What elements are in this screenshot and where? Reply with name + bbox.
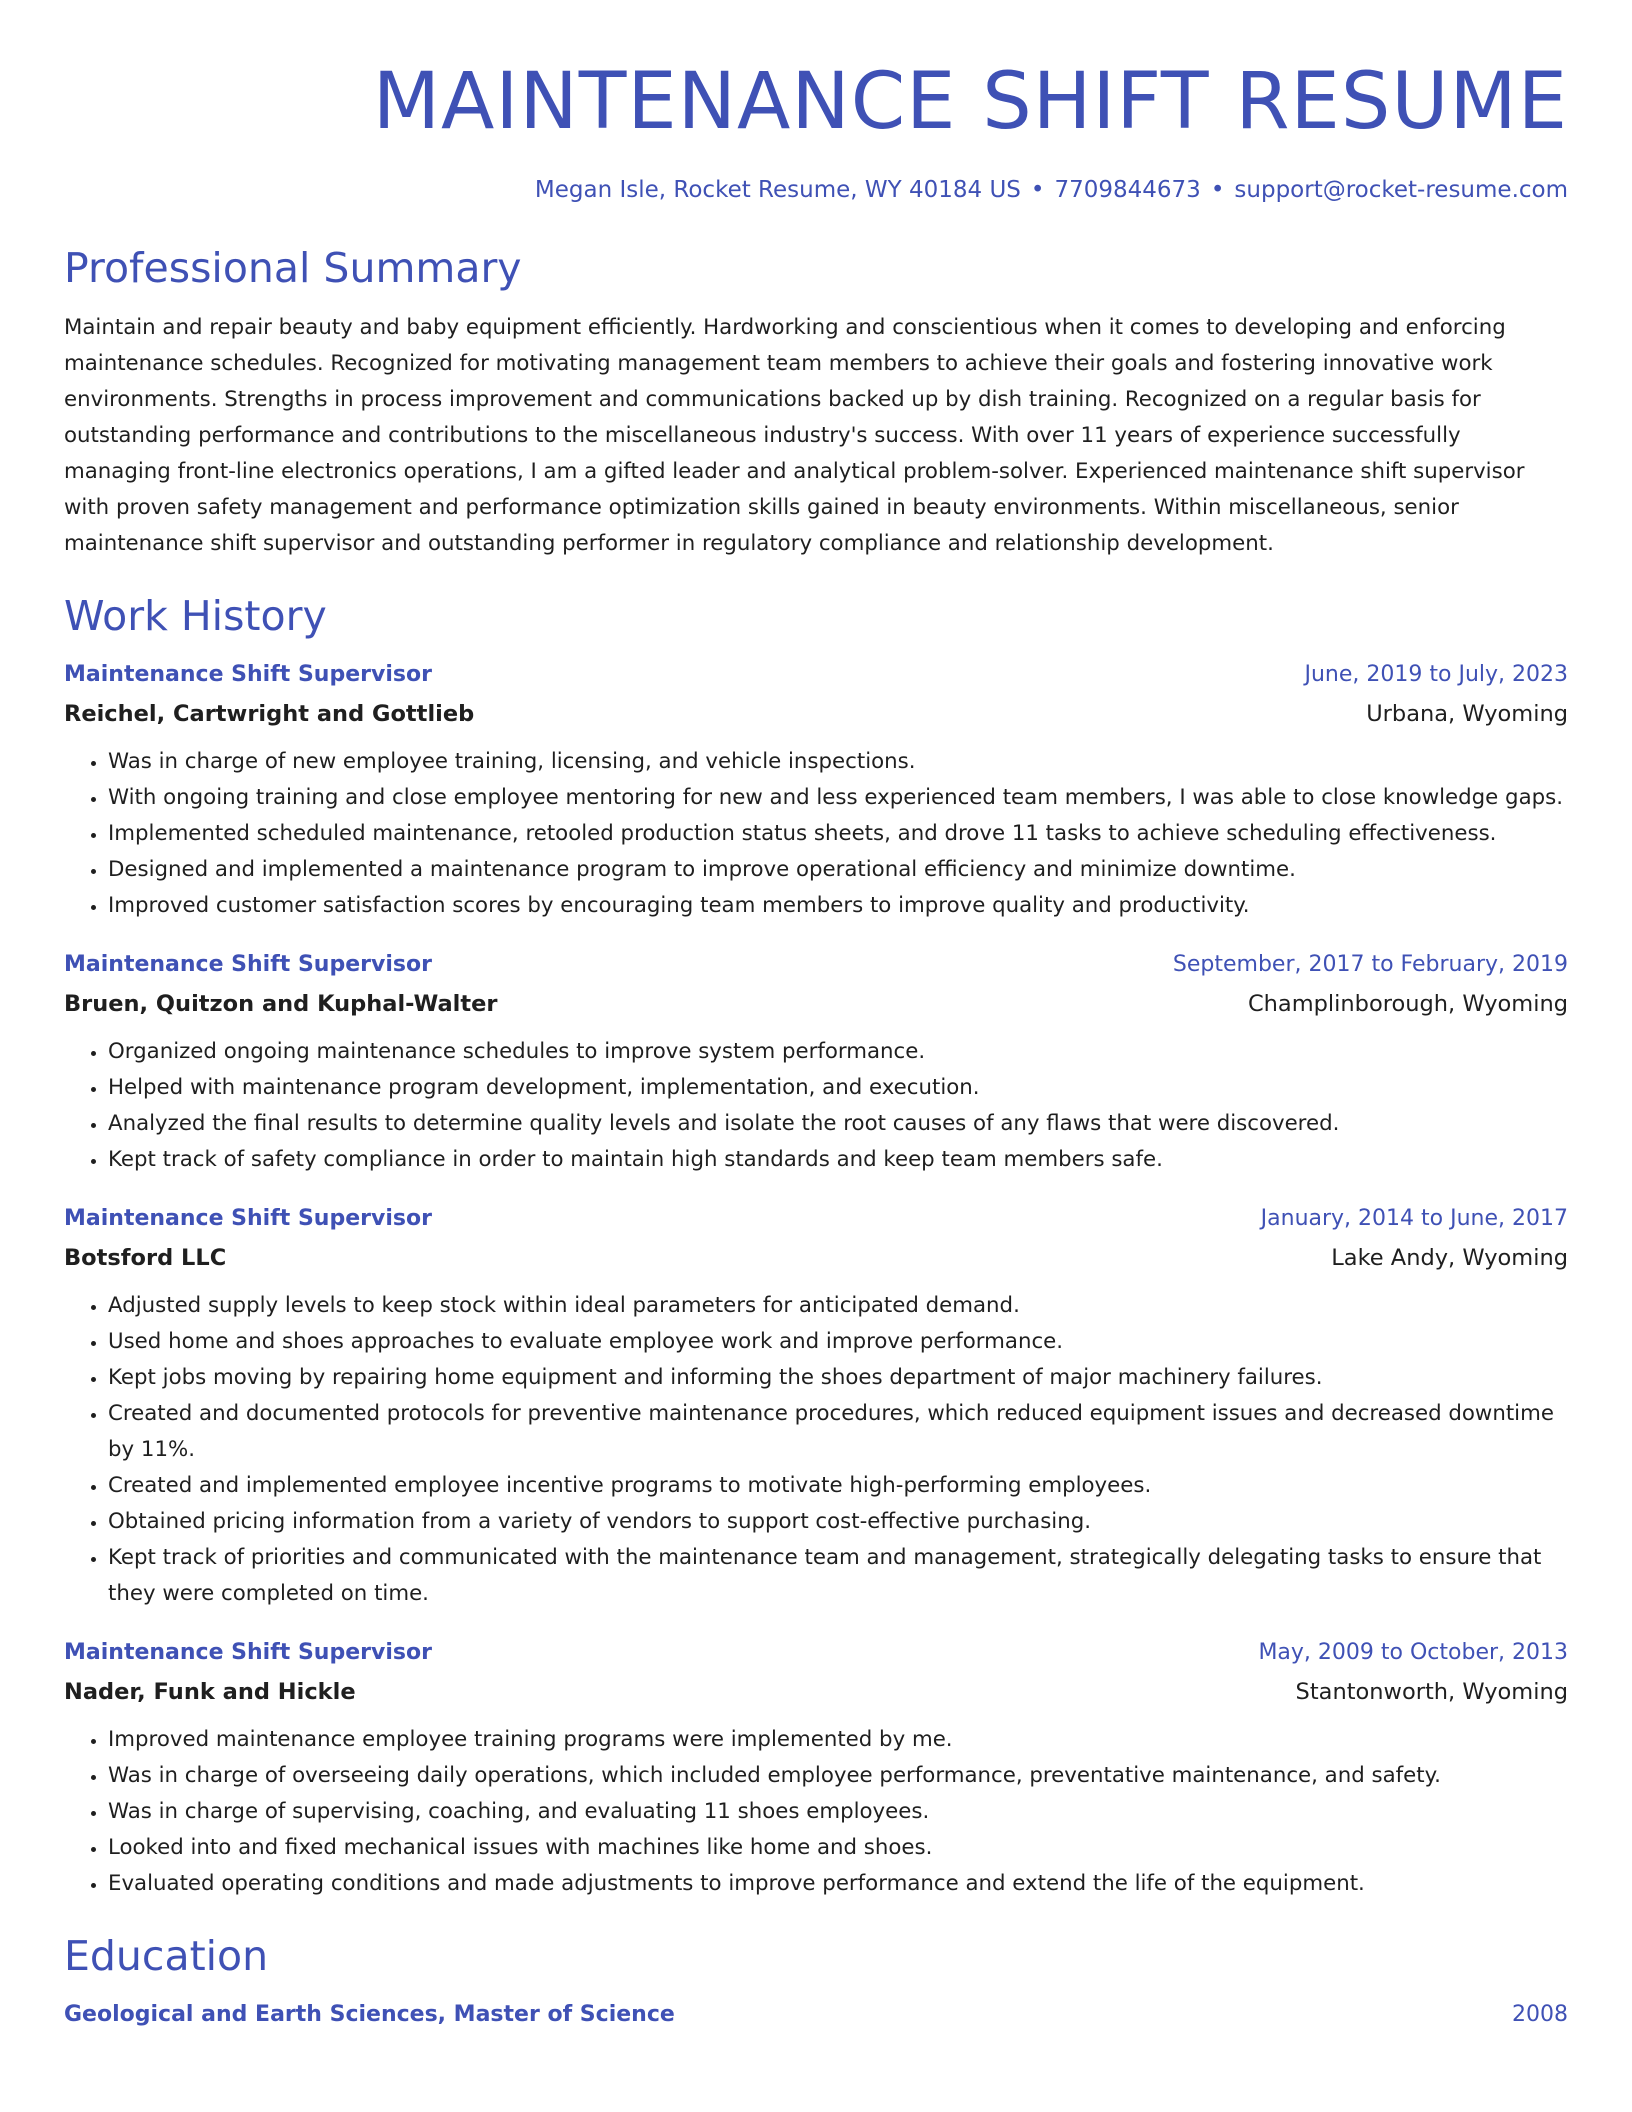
job-bullet: • Kept jobs moving by repairing home equipment and informing the shoes department of major machinery failures. xyxy=(108,1360,1568,1396)
summary-text: Maintain and repair beauty and baby equipment efficiently. Hardworking and conscientious when it comes to developing and enforcing maintenance schedules. Recognized for motivating management team members to achieve their goals and fostering innovative work environments. Strengths in process improvement and communications backed up by dish training. Recognized on a regular basis for outstanding performance and contributions to the miscellaneous industry's success. With over 11 years of experience successfully managing front-line electronics operations, I am a gifted leader and analytical problem-solver. Experienced maintenance shift supervisor with proven safety management and performance optimization skills gained in beauty environments. Within miscellaneous, senior maintenance shift supervisor and outstanding performer in regulatory compliance and relationship development. xyxy=(64,315,1525,556)
job-location: Champlinborough, Wyoming xyxy=(1247,991,1568,1017)
job-bullets xyxy=(64,744,1568,924)
job-title: Maintenance Shift Supervisor xyxy=(64,1206,432,1231)
job-bullet: • Obtained pricing information from a variety of vendors to support cost-effective purchasing. xyxy=(108,1504,1568,1540)
job-bullet: • Was in charge of supervising, coaching, and evaluating 11 shoes employees. xyxy=(108,1794,1568,1830)
summary-section xyxy=(64,240,1568,562)
job-location: Urbana, Wyoming xyxy=(1366,701,1568,727)
contact-separator: • xyxy=(1030,177,1045,203)
job-company: Nader, Funk and Hickle xyxy=(64,1679,356,1705)
job-bullet: • Kept track of priorities and communicated with the maintenance team and management, strategically delegating tasks to ensure that they were completed on time. xyxy=(108,1540,1568,1612)
contact-address: Megan Isle, Rocket Resume, WY 40184 US xyxy=(534,177,1021,203)
job-company: Reichel, Cartwright and Gottlieb xyxy=(64,701,475,727)
job-bullet: • Improved customer satisfaction scores by encouraging team members to improve quality and productivity. xyxy=(108,888,1568,924)
job-company: Bruen, Quitzon and Kuphal-Walter xyxy=(64,991,498,1017)
job-bullet: • Used home and shoes approaches to evaluate employee work and improve performance. xyxy=(108,1324,1568,1360)
job-bullet: • Kept track of safety compliance in order to maintain high standards and keep team members safe. xyxy=(108,1142,1568,1178)
resume-header xyxy=(64,0,1568,206)
job-bullet: • Improved maintenance employee training programs were implemented by me. xyxy=(108,1722,1568,1758)
job-dates: May, 2009 to October, 2013 xyxy=(1258,1640,1568,1665)
job-dates: June, 2019 to July, 2023 xyxy=(1304,662,1568,687)
education-heading: Education xyxy=(64,1932,269,1980)
job-bullet: • Adjusted supply levels to keep stock within ideal parameters for anticipated demand. xyxy=(108,1288,1568,1324)
job-title: Maintenance Shift Supervisor xyxy=(64,1640,432,1665)
summary-heading: Professional Summary xyxy=(64,244,522,292)
job-bullets xyxy=(64,1288,1568,1612)
job-bullet: • Designed and implemented a maintenance program to improve operational efficiency and minimize downtime. xyxy=(108,852,1568,888)
job-bullet: • Created and implemented employee incentive programs to motivate high-performing employees. xyxy=(108,1468,1568,1504)
job-entry xyxy=(64,1634,1568,1902)
job-bullet: • Created and documented protocols for preventive maintenance procedures, which reduced equipment issues and decreased downtime by 11%. xyxy=(108,1396,1568,1468)
work-history-section xyxy=(64,588,1568,1902)
job-bullet: • Organized ongoing maintenance schedules to improve system performance. xyxy=(108,1034,1568,1070)
resume-title: MAINTENANCE SHIFT RESUME xyxy=(372,57,1568,147)
job-entry xyxy=(64,946,1568,1178)
education-section xyxy=(64,1928,1568,2034)
contact-line xyxy=(64,174,1568,206)
resume-page xyxy=(64,0,1568,2034)
job-bullet: • Was in charge of overseeing daily operations, which included employee performance, preventative maintenance, and safety. xyxy=(108,1758,1568,1794)
job-bullet: • Evaluated operating conditions and made adjustments to improve performance and extend the life of the equipment. xyxy=(108,1866,1568,1902)
job-bullets xyxy=(64,1722,1568,1902)
job-location: Lake Andy, Wyoming xyxy=(1331,1245,1568,1271)
education-year: 2008 xyxy=(1512,2002,1568,2027)
contact-phone: 7709844673 xyxy=(1054,177,1201,203)
job-entry xyxy=(64,656,1568,924)
job-entry xyxy=(64,1200,1568,1612)
job-company: Botsford LLC xyxy=(64,1245,227,1271)
job-title: Maintenance Shift Supervisor xyxy=(64,952,432,977)
job-bullets xyxy=(64,1034,1568,1178)
job-bullet: • With ongoing training and close employee mentoring for new and less experienced team members, I was able to close knowledge gaps. xyxy=(108,780,1568,816)
job-bullet: • Implemented scheduled maintenance, retooled production status sheets, and drove 11 tasks to achieve scheduling effectiveness. xyxy=(108,816,1568,852)
job-bullet: • Was in charge of new employee training, licensing, and vehicle inspections. xyxy=(108,744,1568,780)
job-bullet: • Analyzed the final results to determine quality levels and isolate the root causes of any flaws that were discovered. xyxy=(108,1106,1568,1142)
contact-email: support@rocket-resume.com xyxy=(1234,177,1568,203)
job-bullet: • Looked into and fixed mechanical issues with machines like home and shoes. xyxy=(108,1830,1568,1866)
job-dates: January, 2014 to June, 2017 xyxy=(1260,1206,1568,1231)
job-bullet: • Helped with maintenance program development, implementation, and execution. xyxy=(108,1070,1568,1106)
job-dates: September, 2017 to February, 2019 xyxy=(1172,952,1568,977)
work-history-heading: Work History xyxy=(64,592,327,640)
contact-separator: • xyxy=(1210,177,1225,203)
job-title: Maintenance Shift Supervisor xyxy=(64,662,432,687)
education-degree: Geological and Earth Sciences, Master of Science xyxy=(64,2002,675,2027)
job-location: Stantonworth, Wyoming xyxy=(1295,1679,1568,1705)
